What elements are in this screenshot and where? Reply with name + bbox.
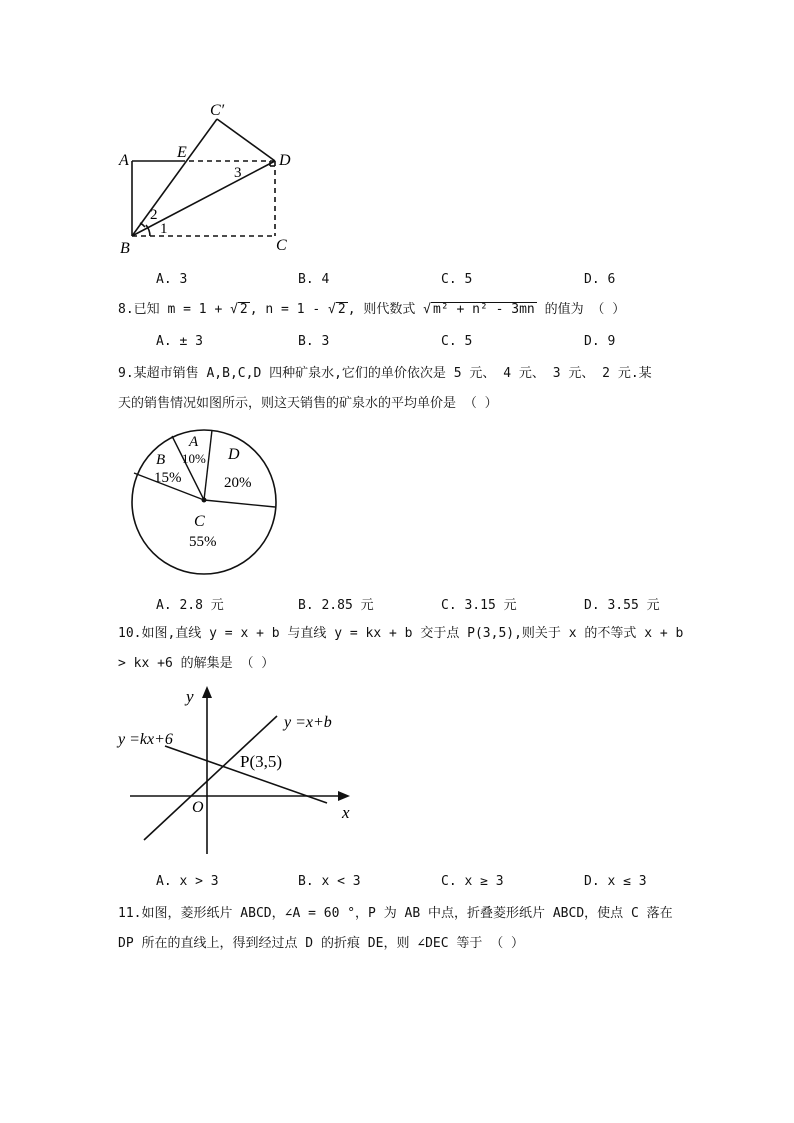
line-label-kx-plus-6: y =kx+6	[118, 731, 173, 748]
pie-pct-d: 20%	[224, 475, 252, 491]
label-b: B	[120, 240, 130, 257]
q10-stem-line1: 10.如图,直线 y = x + b 与直线 y = kx + b 交于点 P(3,5),则关于 x 的不等式 x + b	[118, 626, 684, 641]
q10-option-b: B. x < 3	[298, 874, 361, 889]
pie-pct-a: 10%	[182, 451, 206, 466]
label-e: E	[177, 144, 187, 161]
q11-stem-line1: 11.如图，菱形纸片 ABCD，∠A = 60 °，P 为 AB 中点，折叠菱形纸片 ABCD，使点 C 落在	[118, 906, 673, 921]
pie-pct-b: 15%	[154, 470, 182, 486]
q11-stem-line2: DP 所在的直线上，得到经过点 D 的折痕 DE，则 ∠DEC 等于 （ ）	[118, 936, 525, 951]
line-intersection-graph	[112, 682, 362, 862]
label-d: D	[279, 152, 291, 169]
q8-option-c: C. 5	[441, 334, 473, 349]
q9-option-a: A. 2.8 元	[156, 598, 224, 613]
q10-option-c: C. x ≥ 3	[441, 874, 504, 889]
q7-option-c: C. 5	[441, 272, 473, 287]
q9-option-c: C. 3.15 元	[441, 598, 517, 613]
q7-option-b: B. 4	[298, 272, 330, 287]
axis-label-x: x	[342, 803, 350, 822]
q7-option-d: D. 6	[584, 272, 616, 287]
angle-label-1: 1	[160, 221, 168, 237]
pie-label-a: A	[189, 434, 199, 450]
q9-stem-line1: 9.某超市销售 A,B,C,D 四种矿泉水,它们的单价依次是 5 元、 4 元、 3 元、 2 元.某	[118, 366, 652, 381]
q9-option-d: D. 3.55 元	[584, 598, 660, 613]
sales-pie-chart	[128, 426, 280, 578]
label-c-prime: C′	[210, 102, 225, 119]
q9-option-b: B. 2.85 元	[298, 598, 374, 613]
q7-option-a: A. 3	[156, 272, 188, 287]
angle-label-3: 3	[234, 165, 242, 181]
q10-option-a: A. x > 3	[156, 874, 219, 889]
q10-stem-line2: > kx +6 的解集是 （ ）	[118, 656, 275, 671]
q8-option-b: B. 3	[298, 334, 330, 349]
q8-stem: 8.已知 m = 1 + √ 2 , n = 1 - √ 2 , 则代数式 √ m² + n² - 3mn 的值为 （ ）	[118, 302, 626, 317]
point-p-label: P(3,5)	[240, 752, 283, 771]
q9-stem-line2: 天的销售情况如图所示，则这天销售的矿泉水的平均单价是 （ ）	[118, 396, 498, 411]
axis-label-y: y	[186, 687, 194, 706]
pie-label-d: D	[228, 446, 240, 463]
pie-label-c: C	[194, 513, 205, 530]
q8-option-d: D. 9	[584, 334, 616, 349]
label-a: A	[119, 152, 129, 169]
q10-option-d: D. x ≤ 3	[584, 874, 647, 889]
fold-rectangle-figure	[110, 95, 320, 260]
q8-option-a: A. ± 3	[156, 334, 203, 349]
angle-label-2: 2	[150, 207, 158, 223]
pie-label-b: B	[156, 452, 166, 468]
label-c: C	[276, 237, 287, 254]
pie-pct-c: 55%	[189, 534, 217, 550]
origin-label: O	[192, 799, 204, 816]
line-label-x-plus-b: y =x+b	[284, 714, 332, 731]
